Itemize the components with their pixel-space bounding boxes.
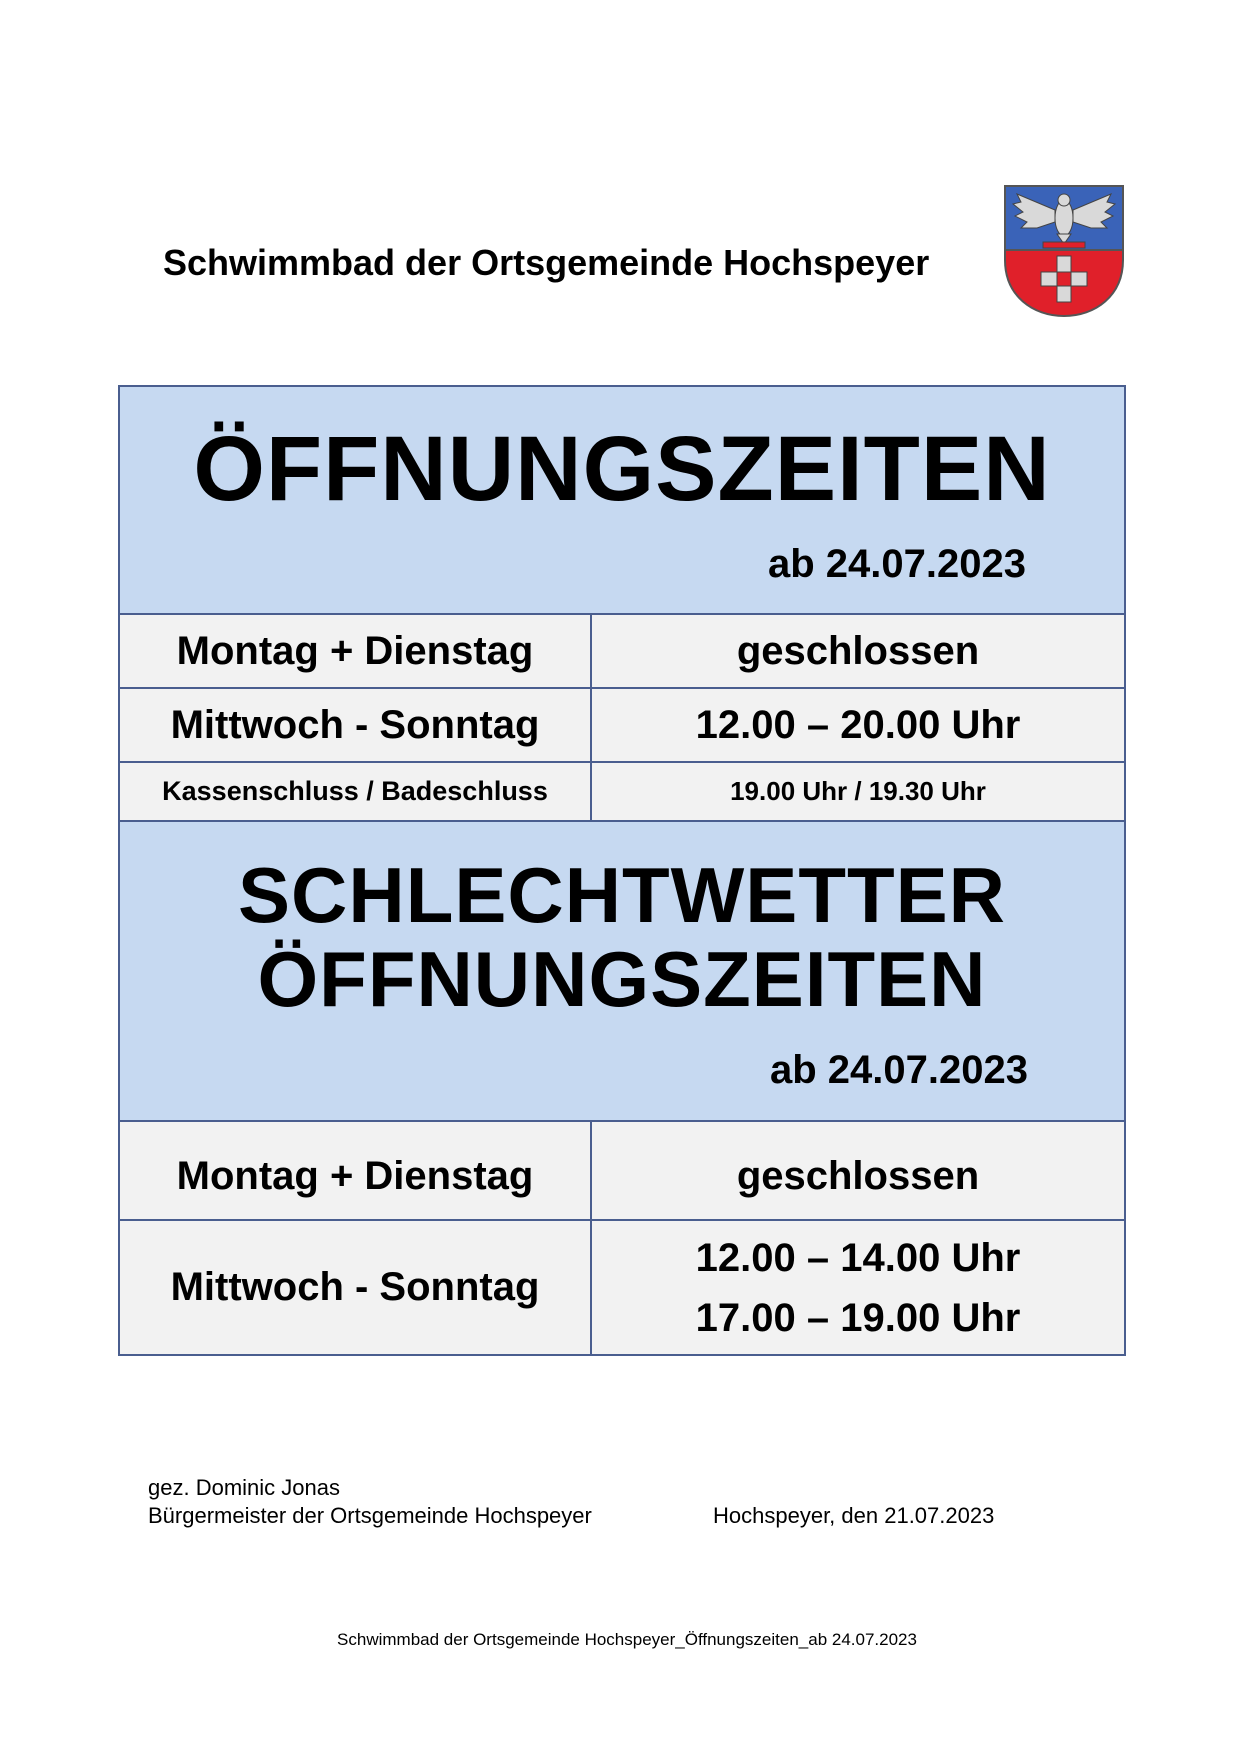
page-footer: Schwimmbad der Ortsgemeinde Hochspeyer_Öffnungszeiten_ab 24.07.2023 [337, 1630, 917, 1649]
time-slot: 17.00 – 19.00 Uhr [695, 1295, 1021, 1340]
table-row [120, 1120, 1124, 1219]
coat-of-arms-icon [1003, 184, 1125, 318]
place-date: Hochspeyer, den 21.07.2023 [713, 1503, 995, 1528]
time-cell: 12.00 – 20.00 Uhr [695, 702, 1021, 747]
day-cell: Montag + Dienstag [120, 615, 592, 687]
table-row [120, 1219, 1124, 1354]
opening-hours-table [118, 385, 1126, 1356]
signature-block [148, 1474, 592, 1530]
section-heading: SCHLECHTWETTER [238, 851, 1006, 939]
section-divider [120, 820, 1124, 1120]
valid-from-date: ab 24.07.2023 [768, 542, 1026, 586]
signature-name: gez. Dominic Jonas [148, 1475, 340, 1500]
time-cell: 19.00 Uhr / 19.30 Uhr [730, 776, 986, 806]
table-row [120, 761, 1124, 820]
valid-from-date: ab 24.07.2023 [770, 1048, 1028, 1092]
section-heading: ÖFFNUNGSZEITEN [257, 935, 987, 1023]
table-row [120, 687, 1124, 761]
time-cell: geschlossen [736, 628, 980, 673]
page-title: Schwimmbad der Ortsgemeinde Hochspeyer [163, 242, 930, 283]
day-cell: Mittwoch - Sonntag [120, 689, 592, 761]
time-slot: 12.00 – 14.00 Uhr [695, 1235, 1021, 1280]
day-cell: Montag + Dienstag [120, 1122, 592, 1219]
time-cell: geschlossen [736, 1154, 980, 1198]
day-cell: Mittwoch - Sonntag [120, 1221, 592, 1354]
section-heading: ÖFFNUNGSZEITEN [193, 418, 1051, 520]
bad-weather-banner [120, 822, 1124, 1120]
signature-role: Bürgermeister der Ortsgemeinde Hochspeyer [148, 1503, 592, 1528]
day-cell: Kassenschluss / Badeschluss [120, 763, 592, 820]
time-cell [592, 1221, 1124, 1354]
opening-hours-banner [120, 387, 1124, 613]
table-row [120, 613, 1124, 687]
